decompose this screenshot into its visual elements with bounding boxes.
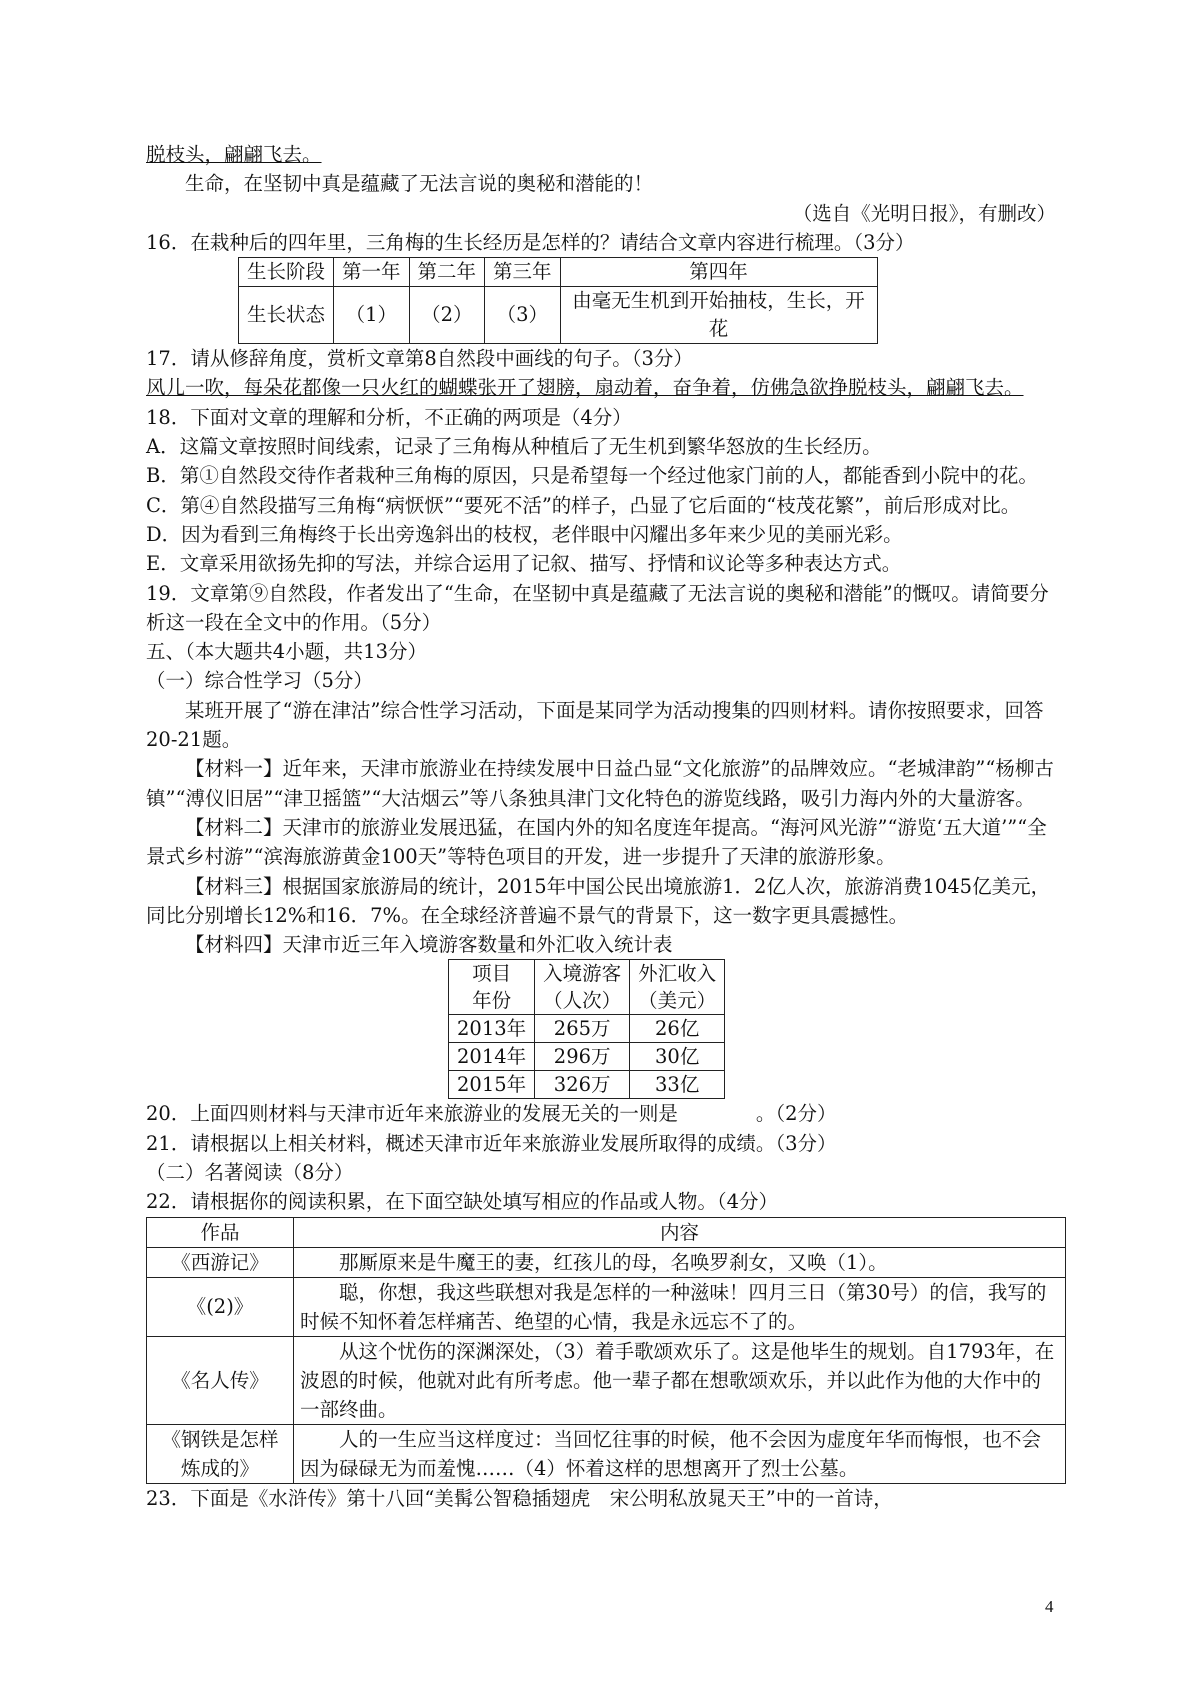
question-23: 23．下面是《水浒传》第十八回“美髯公智稳插翅虎 宋公明私放晁天王”中的一首诗， (146, 1486, 893, 1510)
table-cell: 内容 (294, 1217, 1066, 1247)
page-number: 4 (1045, 1597, 1054, 1616)
option-c: C．第④自然段描写三角梅“病恹恹”“要死不活”的样子，凸显了它后面的“枝茂花繁”，前后形成对比。 (146, 493, 1021, 517)
table-row (147, 1277, 1066, 1336)
intro-paragraph: 某班开展了“游在津沽”综合性学习活动，下面是某同学为活动搜集的四则材料。请你按照要求，回答20-21题。 (146, 698, 1044, 752)
table-row (147, 1247, 1066, 1277)
table-cell: 《西游记》 (147, 1247, 294, 1277)
table-cell: 26亿 (630, 1015, 725, 1043)
question-20: 20．上面四则材料与天津市近年来旅游业的发展无关的一则是 。（2分） (146, 1102, 837, 1126)
material-1: 【材料一】近年来，天津市旅游业在持续发展中日益凸显“文化旅游”的品牌效应。“老城津韵”“杨柳古镇”“溥仪旧居”“津卫摇篮”“大沽烟云”等八条独具津门文化特色的游览线路，吸引力海内外的大量游客。 (146, 757, 1054, 810)
option-b: B．第①自然段交待作者栽种三角梅的原因，只是希望每一个经过他家门前的人，都能香到小院中的花。 (146, 464, 1038, 488)
table-cell: 第三年 (485, 258, 561, 287)
subsection-heading: （一）综合性学习（5分） (146, 669, 373, 693)
growth-table (238, 257, 878, 344)
table-cell: 生长阶段 (239, 258, 334, 287)
table-cell: 从这个忧伤的深渊深处，（3）着手歌颂欢乐了。这是他毕生的规划。自1793年，在波恩的时候，他就对此有所考虑。他一辈子都在想歌颂欢乐，并以此作为他的大作中的一部终曲。 (294, 1336, 1066, 1424)
table-cell: 2014年 (449, 1043, 535, 1071)
table-row (239, 258, 878, 287)
cell-line: 项目 (472, 962, 512, 986)
cell-line: 入境游客 (543, 962, 622, 986)
subsection-heading: （二）名著阅读（8分） (146, 1161, 354, 1185)
question-16: 16．在栽种后的四年里，三角梅的生长经历是怎样的？请结合文章内容进行梳理。（3分） (146, 230, 915, 254)
table-row (449, 1043, 725, 1071)
table-cell: （2） (409, 287, 485, 344)
table-row (147, 1217, 1066, 1247)
table-cell: 265万 (535, 1015, 630, 1043)
table-cell: 第二年 (409, 258, 485, 287)
cell-line: （美元） (638, 989, 717, 1013)
document-page (146, 140, 1066, 1513)
table-cell (449, 960, 535, 1015)
section-heading: 五、（本大题共4小题，共13分） (146, 640, 427, 664)
table-cell: 296万 (535, 1043, 630, 1071)
source-note: （选自《光明日报》，有删改） (792, 201, 1056, 225)
table-cell: 那厮原来是牛魔王的妻，红孩儿的母，名唤罗刹女，又唤（1）。 (294, 1247, 1066, 1277)
table-cell: 第一年 (334, 258, 410, 287)
cell-line: （人次） (543, 989, 622, 1013)
cell-line: 年份 (472, 989, 512, 1013)
table-row (147, 1336, 1066, 1424)
table-cell: 《钢铁是怎样炼成的》 (147, 1424, 294, 1483)
table-cell: 33亿 (630, 1071, 725, 1099)
question-17: 17．请从修辞角度，赏析文章第8自然段中画线的句子。（3分） (146, 347, 693, 371)
table-cell: 人的一生应当这样度过：当回忆往事的时候，他不会因为虚度年华而悔恨，也不会因为碌碌无为而羞愧……（4）怀着这样的思想离开了烈士公墓。 (294, 1424, 1066, 1483)
table-cell (630, 960, 725, 1015)
material-3: 【材料三】根据国家旅游局的统计，2015年中国公民出境旅游1．2亿人次，旅游消费1045亿美元，同比分别增长12%和16．7%。在全球经济普遍不景气的背景下，这一数字更具震撼性。 (146, 874, 1051, 927)
table-cell: 聪，你想，我这些联想对我是怎样的一种滋味！四月三日（第30号）的信，我写的时候不知怀着怎样痛苦、绝望的心情，我是永远忘不了的。 (294, 1277, 1066, 1336)
cell-line: 外汇收入 (638, 962, 717, 986)
table-cell: 作品 (147, 1217, 294, 1247)
table-cell: 《(2)》 (147, 1277, 294, 1336)
table-cell: 326万 (535, 1071, 630, 1099)
table-cell: 第四年 (560, 258, 877, 287)
table-row (449, 1015, 725, 1043)
table-cell: 由毫无生机到开始抽枝，生长，开花 (560, 287, 877, 344)
text-line: 生命，在坚韧中真是蕴藏了无法言说的奥秘和潜能的！ (185, 172, 654, 196)
table-cell: 生长状态 (239, 287, 334, 344)
table-row (147, 1424, 1066, 1483)
option-e: E．文章采用欲扬先抑的写法，并综合运用了记叙、描写、抒情和议论等多种表达方式。 (146, 552, 902, 576)
table-cell (535, 960, 630, 1015)
table-row (239, 287, 878, 344)
table-cell: 30亿 (630, 1043, 725, 1071)
underlined-quote: 风儿一吹，每朵花都像一只火红的蝴蝶张开了翅膀，扇动着，奋争着，仿佛急欲挣脱枝头，翩翩飞去。 (146, 376, 1024, 400)
question-21: 21．请根据以上相关材料，概述天津市近年来旅游业发展所取得的成绩。（3分） (146, 1131, 837, 1155)
table-row (449, 1071, 725, 1099)
question-19: 19．文章第⑨自然段，作者发出了“生命，在坚韧中真是蕴藏了无法言说的奥秘和潜能”的慨叹。请简要分析这一段在全文中的作用。（5分） (146, 581, 1049, 634)
tourism-stats-table (448, 959, 725, 1099)
material-4: 【材料四】天津市近三年入境游客数量和外汇收入统计表 (185, 933, 673, 957)
option-d: D．因为看到三角梅终于长出旁逸斜出的枝杈，老伴眼中闪耀出多年来少见的美丽光彩。 (146, 522, 903, 546)
material-2: 【材料二】天津市的旅游业发展迅猛，在国内外的知名度连年提高。“海河风光游”“游览‘五大道’”“全景式乡村游”“滨海旅游黄金100天”等特色项目的开发，进一步提升了天津的旅游形象。 (146, 815, 1047, 869)
reading-table (146, 1217, 1066, 1484)
table-cell: （3） (485, 287, 561, 344)
table-cell: （1） (334, 287, 410, 344)
table-cell: 《名人传》 (147, 1336, 294, 1424)
text-line: 脱枝头，翩翩飞去。 (146, 143, 322, 166)
table-cell: 2013年 (449, 1015, 535, 1043)
option-a: A．这篇文章按照时间线索，记录了三角梅从种植后了无生机到繁华怒放的生长经历。 (146, 435, 882, 459)
question-22: 22．请根据你的阅读积累，在下面空缺处填写相应的作品或人物。（4分） (146, 1190, 778, 1214)
table-row (449, 960, 725, 1015)
question-18: 18．下面对文章的理解和分析，不正确的两项是（4分） (146, 405, 632, 429)
table-cell: 2015年 (449, 1071, 535, 1099)
